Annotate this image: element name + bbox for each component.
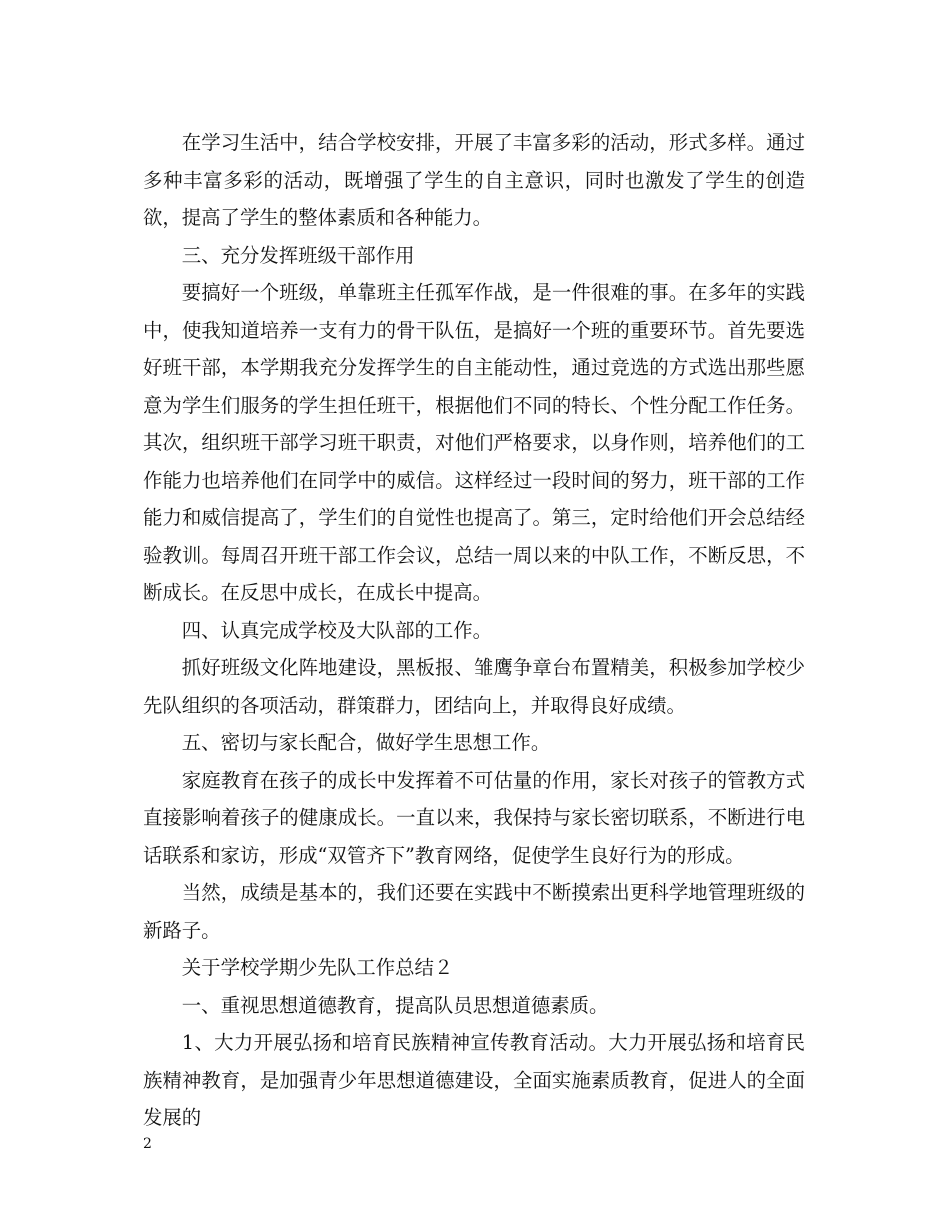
paragraph-family-education: 家庭教育在孩子的成长中发挥着不可估量的作用，家长对孩子的管教方式直接影响着孩子的健康成长。一直以来，我保持与家长密切联系，不断进行电话联系和家访，形成“双管齐下”教育网络，促使学生良好行为的形成。: [143, 768, 805, 867]
page-number: 2: [143, 1136, 152, 1152]
heading-section-three: 三、充分发挥班级干部作用: [181, 243, 415, 267]
paragraph-national-spirit: 1、大力开展弘扬和培育民族精神宣传教育活动。大力开展弘扬和培育民族精神教育，是加强青少年思想道德建设，全面实施素质教育，促进人的全面发展的: [143, 1031, 805, 1129]
document-body: [143, 124, 805, 1137]
paragraph-conclusion: 当然，成绩是基本的，我们还要在实践中不断摸索出更科学地管理班级的新路子。: [143, 881, 805, 942]
heading-section-four: 四、认真完成学校及大队部的工作。: [181, 618, 493, 642]
paragraph-class-culture: 抓好班级文化阵地建设，黑板报、雏鹰争章台布置精美，积极参加学校少先队组织的各项活动，群策群力，团结向上，并取得良好成绩。: [143, 656, 805, 717]
heading-summary-two: 关于学校学期少先队工作总结２: [181, 956, 454, 979]
heading-section-five: 五、密切与家长配合，做好学生思想工作。: [181, 731, 551, 754]
heading-section-one: 一、重视思想道德教育，提高队员思想道德素质。: [181, 993, 609, 1017]
paragraph-class-cadres: 要搞好一个班级，单靠班主任孤军作战，是一件很难的事。在多年的实践中，使我知道培养一支有力的骨干队伍，是搞好一个班的重要环节。首先要选好班干部，本学期我充分发挥学生的自主能动性，通过竞选的方式选出那些愿意为学生们服务的学生担任班干，根据他们不同的特长、个性分配工作任务。其次，组织班干部学习班干职责，对他们严格要求，以身作则，培养他们的工作能力也培养他们在同学中的威信。这样经过一段时间的努力，班干部的工作能力和威信提高了，学生们的自觉性也提高了。第三，定时给他们开会总结经验教训。每周召开班干部工作会议，总结一周以来的中队工作，不断反思，不断成长。在反思中成长，在成长中提高。: [143, 281, 805, 604]
paragraph-activities: 在学习生活中，结合学校安排，开展了丰富多彩的活动，形式多样。通过多种丰富多彩的活动，既增强了学生的自主意识，同时也激发了学生的创造欲，提高了学生的整体素质和各种能力。: [143, 131, 805, 229]
